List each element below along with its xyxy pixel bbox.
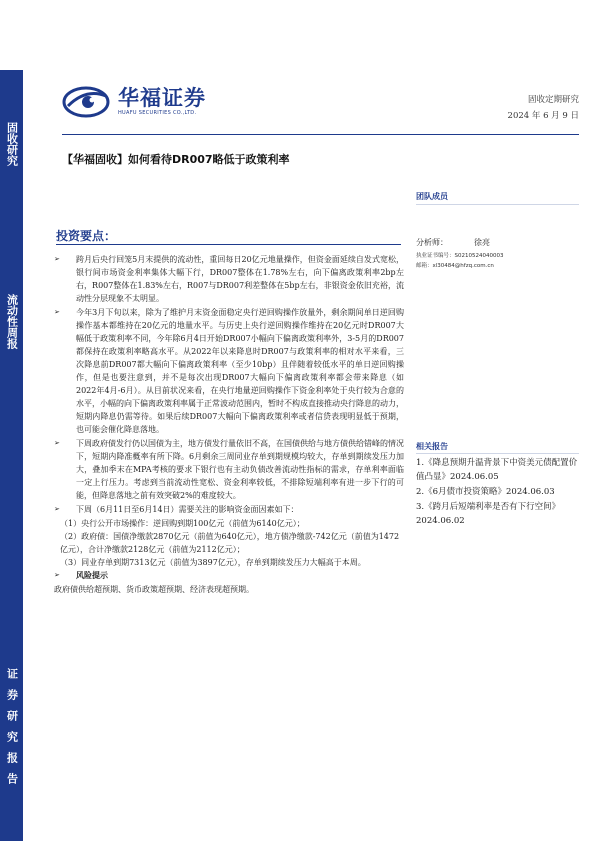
report-title: 【华福固收】如何看待DR007略低于政策利率 (62, 153, 290, 166)
bullet-arrow-icon: ➢ (54, 505, 60, 513)
logo-name-cn: 华福证券 (118, 86, 206, 110)
logo-name-en: HUAFU SECURITIES CO.,LTD. (118, 110, 197, 116)
related-item[interactable]: 2.《6月债市投资策略》2024.06.03 (416, 487, 555, 497)
bullet-item (54, 437, 404, 502)
bullet-arrow-icon: ➢ (54, 571, 60, 579)
team-divider (416, 204, 579, 205)
bullet-arrow-icon: ➢ (54, 439, 60, 447)
team-title: 团队成员 (416, 192, 448, 201)
factor-item: （3）同业存单到期7313亿元（前值为3897亿元），存单到期续发压力大幅高于本周。 (60, 558, 366, 567)
sidebar-label-research: 固收研究 (5, 122, 19, 166)
related-item[interactable]: 1.《降息预期升温背景下中资美元债配置价值凸显》2024.06.05 (416, 458, 578, 482)
related-item[interactable]: 3.《跨月后短端利率是否有下行空间》2024.06.02 (416, 502, 561, 526)
analyst-block (416, 237, 581, 271)
logo-mark-icon (62, 86, 114, 118)
bullet-arrow-icon: ➢ (54, 308, 60, 316)
factor-item: （2）政府债：国债净缴款2870亿元（前值为640亿元），地方债净缴款-742亿元（前值为1472亿元），合计净缴款2128亿元（前值为2112亿元）； (60, 532, 400, 554)
report-date: 2024 年 6 月 9 日 (507, 111, 579, 121)
risk-heading (54, 569, 404, 582)
analyst-label: 分析师： (416, 238, 448, 247)
report-type: 固收定期研究 (527, 95, 579, 105)
sidebar-segment-research (0, 70, 23, 198)
bullet-item (54, 503, 404, 516)
sidebar-segment-report (0, 470, 23, 841)
risk-title: 风险提示 (76, 571, 108, 580)
section-title: 投资要点： (56, 229, 117, 243)
related-divider (416, 453, 579, 454)
bullet-text: 下周政府债发行仍以国债为主，地方债发行量依旧不高，在国债供给与地方债供给错峰的情况下，短期内降准概率有所下降。6月剩余三周同业存单到期规模均较大，存单到期续发压力加大，叠加季末在MPA考核的要求下银行也有主动负债改善流动性指标的需求，存单利率面临一定上行压力。考虑到当前流动性宽松、资金利率较低，不排除短端利率有进一步下行的可能，但降息落地之前有效突破2%的难度较大。 (76, 439, 404, 500)
factor-item: （1）央行公开市场操作：逆回购到期100亿元（前值为6140亿元）； (60, 519, 305, 528)
sidebar-label-report: 证券研究报告 (5, 668, 19, 794)
analyst-email[interactable]: 邮箱：xl30484@hfzq.com.cn (416, 263, 494, 269)
bullet-item (54, 253, 404, 305)
bullet-text: 跨月后央行回笼5月末提供的流动性，重回每日20亿元地量操作，但资金面延续自发式宽松，银行间市场资金利率集体大幅下行，DR007整体在1.78%左右，向下偏离政策利率2bp左右，R007整体在1.83%左右，R007与DR007利差整体在5bp左右，非银资金依旧充裕，流动性分层现象不太明显。 (76, 255, 404, 303)
left-sidebar (0, 70, 23, 841)
sidebar-segment-liquidity (0, 198, 23, 470)
bullet-text: 今年3月下旬以来，除为了维护月末资金面稳定央行逆回购操作放量外，剩余期间单日逆回购操作基本都维持在20亿元的地量水平。与历史上央行逆回购操作维持在20亿元时DR007大幅低于政策利率不同，今年除6月4日开始DR007小幅向下偏离政策利率外，3-5月的DR007都保持在政策利率略高水平。从2022年以来降息时DR007与政策利率的相对水平来看，三次降息前DR007都大幅向下偏离政策利率（至少10bp）且伴随着较低水平的单日逆回购操作，但是也要注意到，并不是每次出现DR007大幅向下偏离政策利率都会带来降息（如2022年4月-6月）。从目前状况来看，在央行地量逆回购操作下资金利率处于央行较为合意的水平，小幅的向下偏离政策利率属于正常波动范围内，暂时不构成直接推动央行降息的动力，短期内降息仍需等待。如果后续DR007大幅向下偏离政策利率或者信贷表现明显低于预期，也可能会催化降息落地。 (76, 308, 404, 434)
related-list (416, 456, 581, 529)
header-divider (62, 134, 579, 135)
sidebar-label-liquidity: 流动性周报 (5, 294, 19, 349)
related-title: 相关报告 (416, 442, 448, 451)
bullet-item (54, 306, 404, 436)
analyst-cert: 执业证书编号：S0210524040003 (416, 253, 504, 259)
analyst-name: 徐亮 (474, 238, 490, 247)
key-points (54, 253, 404, 596)
section-divider (56, 244, 401, 245)
risk-text: 政府债供给超预期、货币政策超预期、经济表现超预期。 (54, 585, 254, 594)
bullet-arrow-icon: ➢ (54, 255, 60, 263)
bullet-text: 下周（6月11日至6月14日）需要关注的影响资金面因素如下： (76, 505, 299, 514)
company-logo (62, 86, 206, 118)
